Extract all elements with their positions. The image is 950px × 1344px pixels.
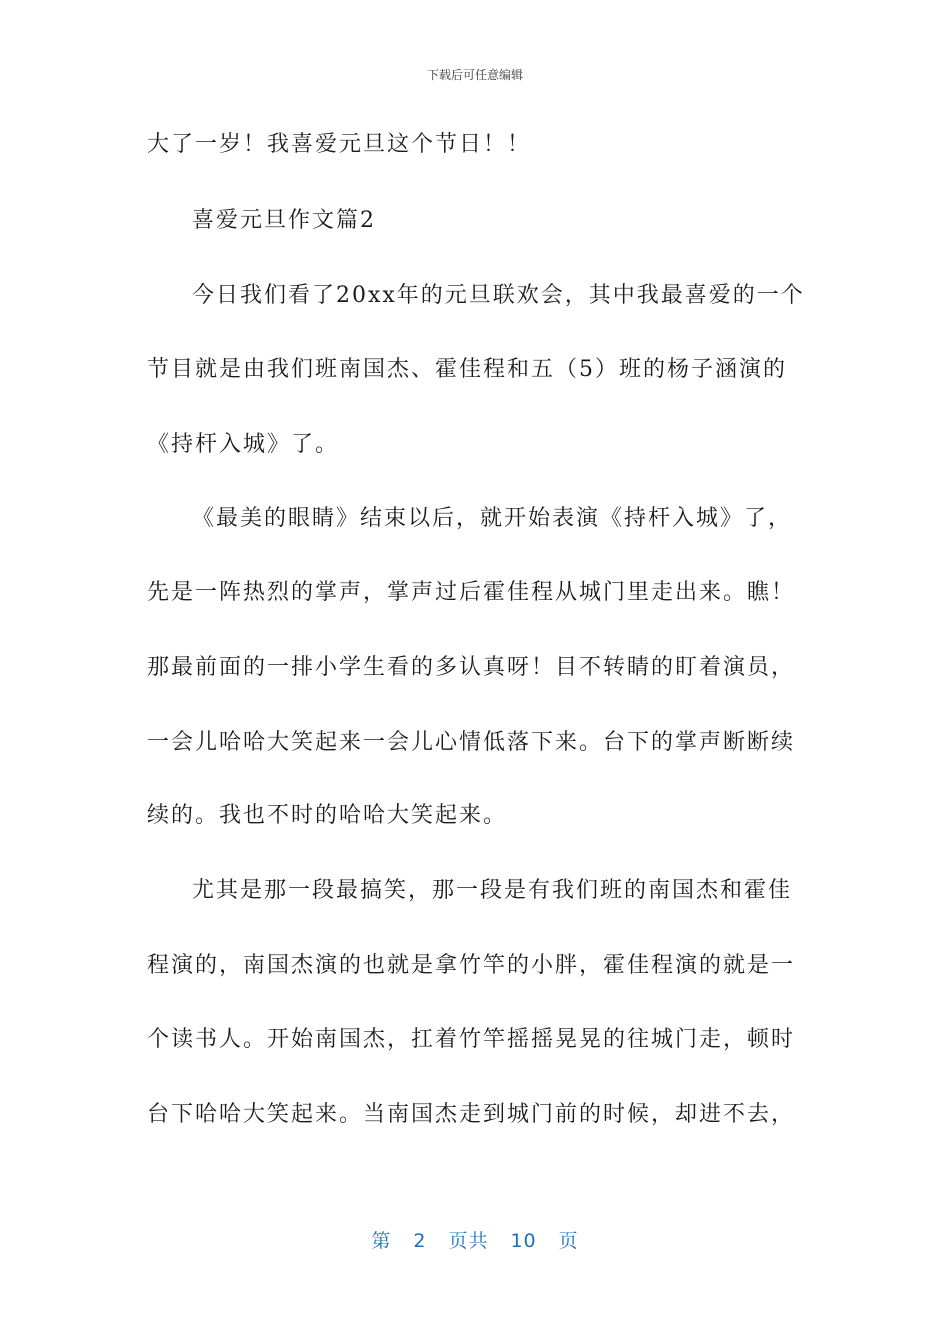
footer-total-pages: 10 [510, 1230, 537, 1252]
footer-prefix: 第 [371, 1230, 392, 1252]
paragraph-line: 节目就是由我们班南国杰、霍佳程和五（5）班的杨子涵演的 [147, 357, 787, 382]
paragraph-line: 《持杆入城》了。 [147, 432, 340, 457]
paragraph-line: 续的。我也不时的哈哈大笑起来。 [147, 803, 508, 828]
paragraph-line: 程演的，南国杰演的也就是拿竹竿的小胖，霍佳程演的就是一 [147, 953, 796, 978]
paragraph-line: 尤其是那一段最搞笑，那一段是有我们班的南国杰和霍佳 [192, 878, 793, 903]
section-heading: 喜爱元旦作文篇2 [192, 208, 376, 233]
paragraph-line: 那最前面的一排小学生看的多认真呀！目不转睛的盯着演员， [147, 655, 796, 680]
paragraph-line: 大了一岁！我喜爱元旦这个节日！！ [147, 132, 532, 157]
paragraph-line: 个读书人。开始南国杰，扛着竹竿摇摇晃晃的往城门走，顿时 [147, 1027, 796, 1052]
page-footer [0, 1226, 950, 1253]
footer-suffix: 页 [558, 1230, 579, 1252]
paragraph-line: 台下哈哈大笑起来。当南国杰走到城门前的时候，却进不去， [147, 1102, 796, 1127]
paragraph-line: 今日我们看了20xx年的元旦联欢会，其中我最喜爱的一个 [192, 283, 805, 308]
paragraph-line: 先是一阵热烈的掌声，掌声过后霍佳程从城门里走出来。瞧！ [147, 580, 796, 605]
paragraph-line: 《最美的眼睛》结束以后，就开始表演《持杆入城》了， [192, 506, 793, 531]
paragraph-line: 一会儿哈哈大笑起来一会儿心情低落下来。台下的掌声断断续 [147, 730, 796, 755]
footer-page-number: 2 [413, 1230, 427, 1252]
footer-middle: 页共 [448, 1230, 489, 1252]
page-header: 下载后可任意编辑 [426, 68, 523, 82]
